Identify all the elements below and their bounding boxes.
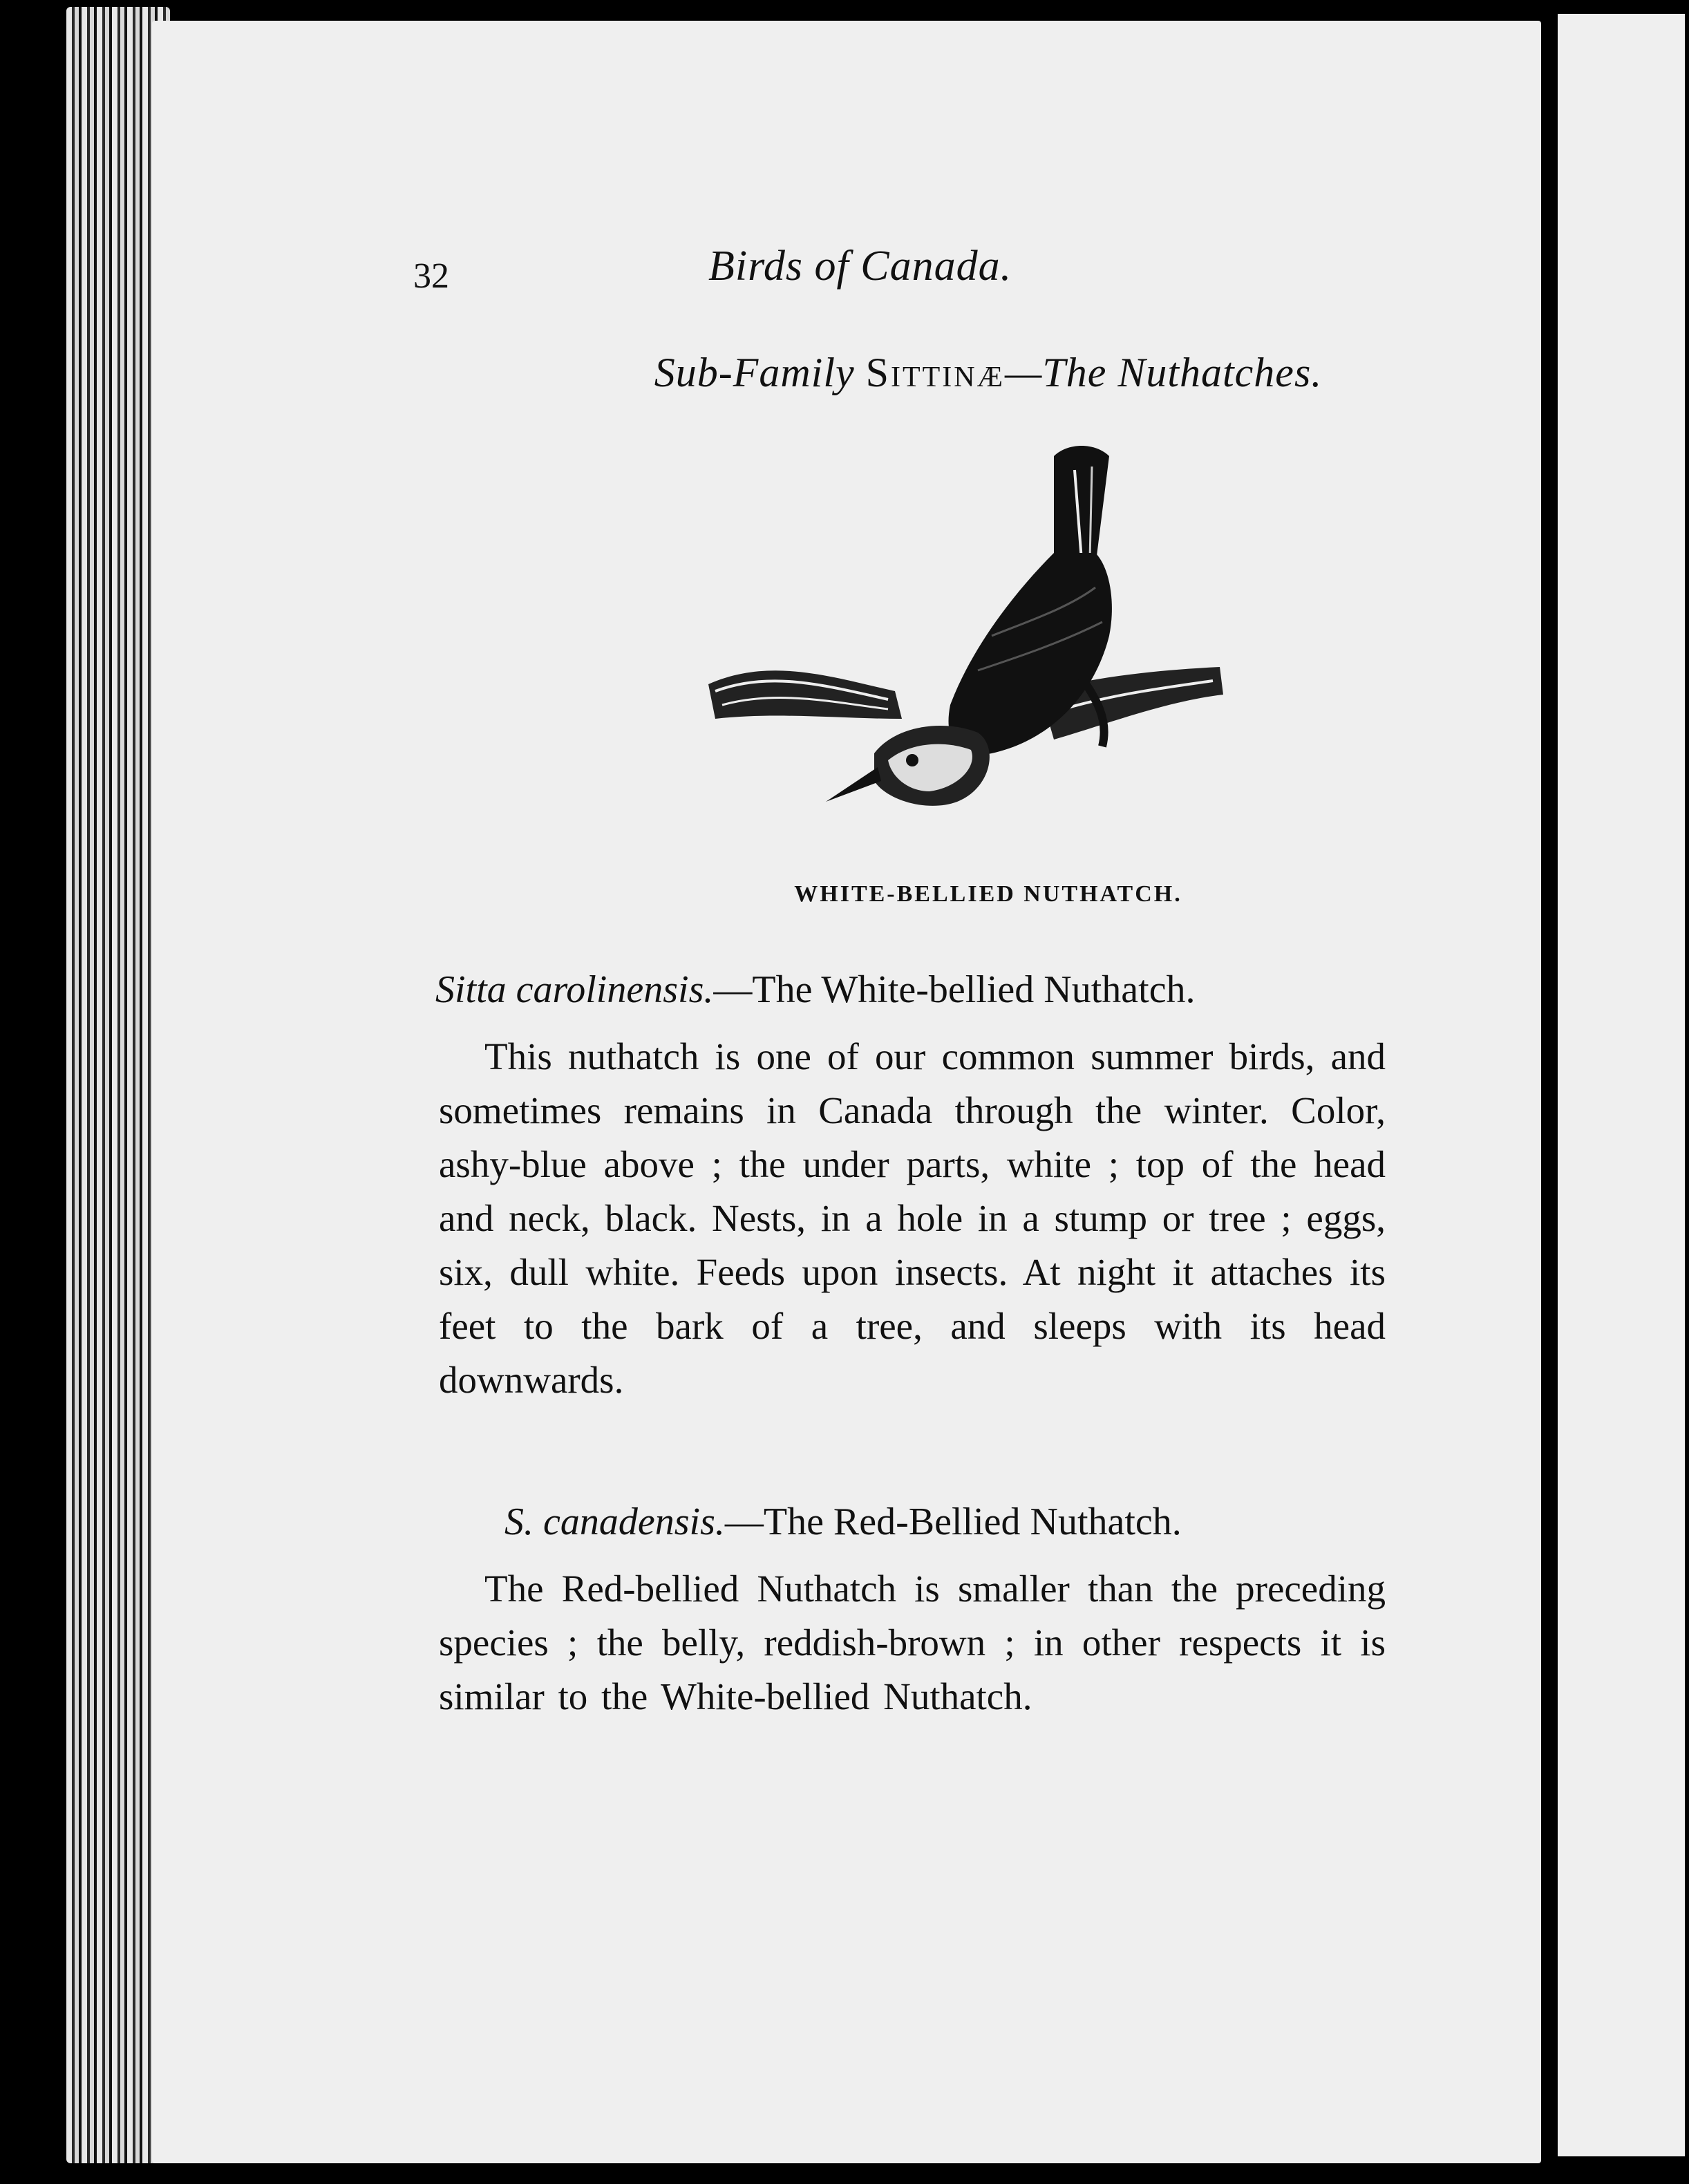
book-page bbox=[152, 21, 1541, 2163]
nuthatch-illustration bbox=[667, 429, 1261, 857]
species-description-white-bellied: This nuthatch is one of our common summer birds, and sometimes remains in Canada through the winter. Color, ashy-blue above ; the under parts, white ; top of the head and neck, black. Nests, in a hole in a stump or tree ; eggs, six, dull white. Feeds upon insects. At night it attaches its feet to the bark of a tree, and sleeps with its head downwards. bbox=[439, 1035, 1386, 1401]
subfamily-suffix: —The Nuthatches. bbox=[1004, 350, 1323, 395]
common-name: —The White-bellied Nuthatch. bbox=[713, 968, 1196, 1011]
scientific-name: Sitta carolinensis. bbox=[435, 968, 714, 1011]
common-name: —The Red-Bellied Nuthatch. bbox=[724, 1500, 1182, 1543]
species-heading-white-bellied bbox=[435, 968, 1196, 1012]
species-description-red-bellied: The Red-bellied Nuthatch is smaller than the preceding species ; the belly, reddish-brown ; in other respects it is similar to the White-bellied Nuthatch. bbox=[439, 1568, 1386, 1717]
scientific-name: S. canadensis. bbox=[504, 1500, 725, 1543]
species-heading-red-bellied bbox=[504, 1500, 1182, 1544]
subfamily-name: Sittinæ bbox=[865, 350, 1005, 395]
page-header bbox=[152, 242, 1541, 304]
subfamily-prefix: Sub-Family bbox=[654, 350, 855, 395]
subfamily-heading bbox=[498, 349, 1479, 397]
page-number: 32 bbox=[413, 256, 449, 296]
figure-caption: WHITE-BELLIED NUTHATCH. bbox=[794, 881, 1182, 907]
running-title: Birds of Canada. bbox=[708, 243, 1012, 290]
nuthatch-engraving bbox=[667, 429, 1261, 857]
facing-page-edge bbox=[1547, 14, 1685, 2156]
